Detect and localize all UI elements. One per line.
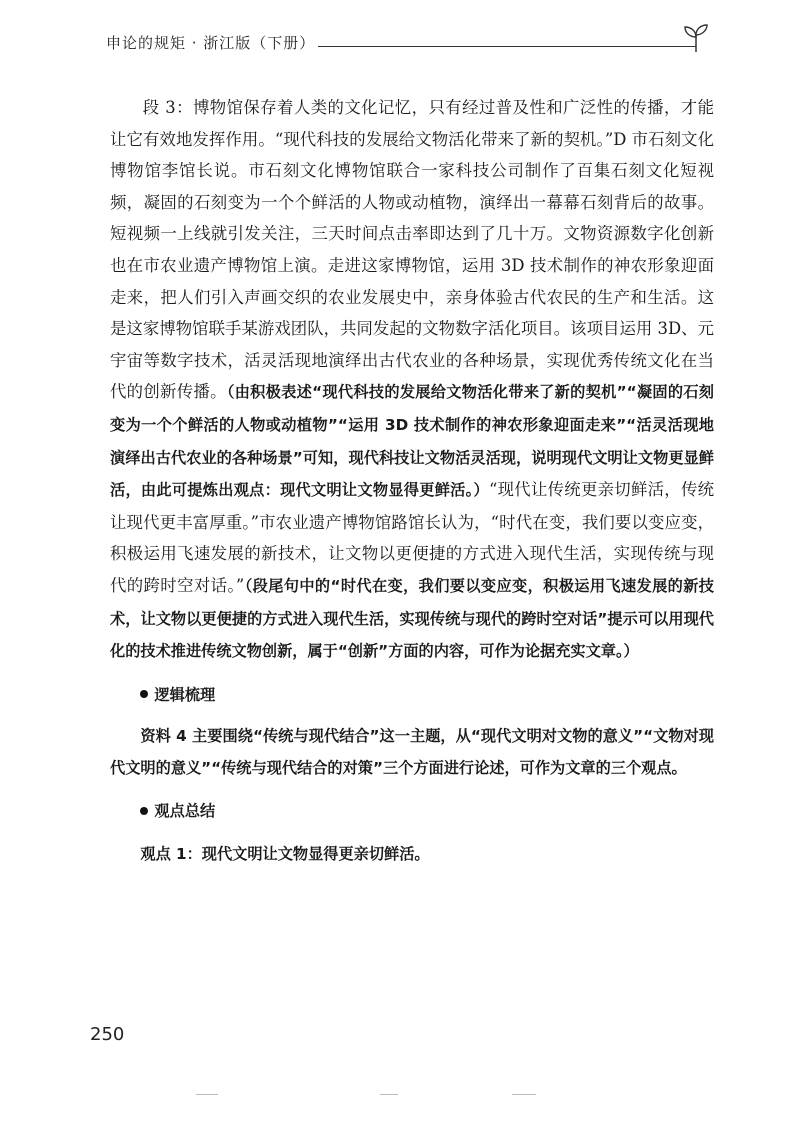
summary-text: 观点 1：现代文明让文物显得更亲切鲜活。 — [140, 845, 430, 864]
analysis-note-a: （由积极表述“现代科技的发展给文物活化带来了新的契机”“凝固的石刻变为一个个鲜活的人物或动植物”“运用 3D 技术制作的神农形象迎面走来”“活灵活现地演绎出古代农业的各种场景”可知，现代科技让文物活灵活现，说明现代文明让文物更显鲜活，由此可提炼出观点：现代文明让文物显得更鲜活。） — [110, 383, 714, 500]
source-text-a: 段 3：博物馆保存着人类的文化记忆，只有经过普及性和广泛性的传播，才能让它有效地发挥作用。“现代科技的发展给文物活化带来了新的契机。”D 市石刻文化博物馆李馆长说。市石刻文化博物馆联合一家科技公司制作了百集石刻文化短视频，凝固的石刻变为一个个鲜活的人物或动植物，演绎出一幕幕石刻背后的故事。短视频一上线就引发关注，三天时间点击率即达到了几十万。文物资源数字化创新也在市农业遗产博物馆上演。走进这家博物馆，运用 3D 技术制作的神农形象迎面走来，把人们引入声画交织的农业发展史中，亲身体验古代农民的生产和生活。这是这家博物馆联手某游戏团队，共同发起的文物数字活化项目。该项目运用 3D、元宇宙等数字技术，活灵活现地演绎出古代农业的各种场景，实现优秀传统文化在当代的创新传播。 — [110, 98, 714, 402]
scan-speck — [512, 1094, 536, 1095]
source-text-b: “现代让传统更亲切鲜活，传统让现代更丰富厚重。”市农业遗产博物馆路馆长认为，“时代在变，我们要以变应变，积极运用飞速发展的新技术，让文物以更便捷的方式进入现代生活，实现传统与现代的跨时空对话。” — [110, 480, 714, 595]
header-rule — [318, 46, 696, 47]
bullet-icon — [140, 807, 148, 815]
logic-heading — [110, 680, 714, 712]
logic-text: 资料 4 主要围绕“传统与现代结合”这一主题，从“现代文明对文物的意义”“文物对现代文明的意义”“传统与现代结合的对策”三个方面进行论述，可作为文章的三个观点。 — [110, 727, 714, 777]
scan-speck — [380, 1094, 398, 1095]
bullet-icon — [140, 690, 148, 698]
page-header — [106, 26, 716, 56]
main-content — [110, 92, 714, 871]
scan-speck — [196, 1094, 218, 1095]
summary-heading-label: 观点总结 — [154, 802, 216, 821]
running-title: 申论的规矩 · 浙江版（下册） — [106, 34, 316, 52]
analysis-note-b: （段尾句中的“时代在变，我们要以变应变，积极运用飞速发展的新技术，让文物以更便捷的方式进入现代生活，实现传统与现代的跨时空对话”提示可以用现代化的技术推进传统文物创新，属于“创新”方面的内容，可作为论据充实文章。） — [110, 576, 714, 661]
paragraph-segment-3 — [110, 92, 714, 668]
summary-heading — [110, 796, 714, 828]
sprout-icon — [682, 22, 710, 54]
page-number: 250 — [90, 1024, 125, 1045]
logic-heading-label: 逻辑梳理 — [154, 685, 216, 704]
